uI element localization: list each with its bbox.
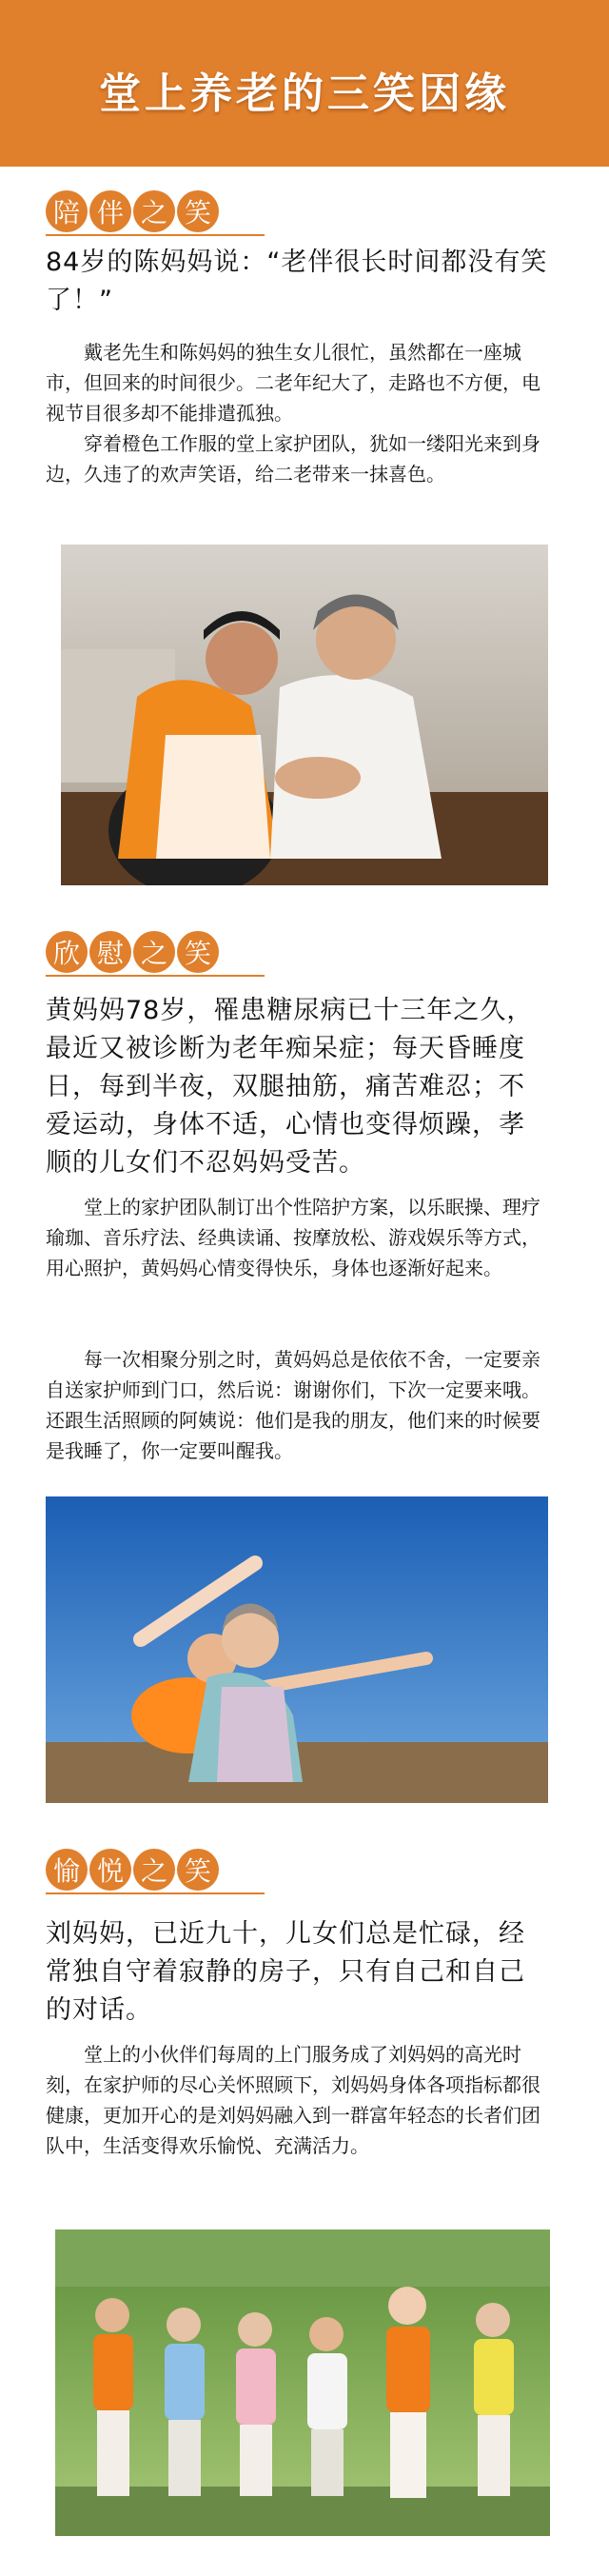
heading-char: 伴: [89, 190, 131, 232]
heading-char: 悦: [89, 1849, 131, 1891]
section-paragraph: 每一次相聚分别之时，黄妈妈总是依依不舍，一定要亲自送家护师到门口，然后说：谢谢你们，下次一定要来哦。还跟生活照顾的阿姨说：他们是我的朋友，他们来的时候要是我睡了，你一定要叫醒我。: [46, 1348, 540, 1462]
section-heading-joy: [46, 1849, 255, 1898]
header-banner: [0, 0, 609, 167]
section-paragraph: 戴老先生和陈妈妈的独生女儿很忙，虽然都在一座城市，但回来的时间很少。二老年纪大了，走路也不方便，电视节目很多却不能排遣孤独。: [46, 341, 540, 425]
section-quote: 刘妈妈，已近九十，儿女们总是忙碌，经常独自守着寂静的房子，只有自己和自己的对话。: [46, 1919, 525, 2025]
heading-char: 之: [133, 931, 175, 973]
heading-char: 慰: [89, 931, 131, 973]
page-title: 堂上养老的三笑因缘: [99, 69, 510, 118]
heading-char: 笑: [177, 190, 219, 232]
section-paragraph: 穿着橙色工作服的堂上家护团队，犹如一缕阳光来到身边，久违了的欢声笑语，给二老带来一抹喜色。: [46, 432, 540, 485]
section-heading-companion: [46, 190, 255, 240]
heading-char: 陪: [46, 190, 88, 232]
heading-underline: [46, 234, 265, 236]
heading-char: 欣: [46, 931, 88, 973]
heading-char: 笑: [177, 1849, 219, 1891]
heading-char: 愉: [46, 1849, 88, 1891]
heading-underline: [46, 975, 265, 977]
section-quote: 黄妈妈78岁，罹患糖尿病已十三年之久，最近又被诊断为老年痴呆症；每天昏睡度日，每到半夜，双腿抽筋，痛苦难忍；不爱运动，身体不适，心情也变得烦躁，孝顺的儿女们不忍妈妈受苦。: [46, 996, 534, 1178]
heading-char: 之: [133, 190, 175, 232]
section-heading-relief: [46, 931, 255, 981]
heading-char: 之: [133, 1849, 175, 1891]
photo-outdoor-stretching: [46, 1496, 548, 1803]
heading-underline: [46, 1892, 265, 1894]
section-paragraph: 堂上的家护团队制订出个性陪护方案，以乐眠操、理疗瑜珈、音乐疗法、经典读诵、按摩放松、游戏娱乐等方式，用心照护，黄妈妈心情变得快乐，身体也逐渐好起来。: [46, 1196, 540, 1279]
photo-caregiver-hugging-elder: [61, 545, 548, 885]
section-paragraph: 堂上的小伙伴们每周的上门服务成了刘妈妈的高光时刻，在家护师的尽心关怀照顾下，刘妈妈身体各项指标都很健康，更加开心的是刘妈妈融入到一群富年轻态的长者们团队中，生活变得欢乐愉悦、充满活力。: [46, 2043, 540, 2157]
photo-group-exercise: [55, 2229, 550, 2536]
heading-char: 笑: [177, 931, 219, 973]
section-quote: 84岁的陈妈妈说：“老伴很长时间都没有笑了！”: [46, 248, 548, 315]
